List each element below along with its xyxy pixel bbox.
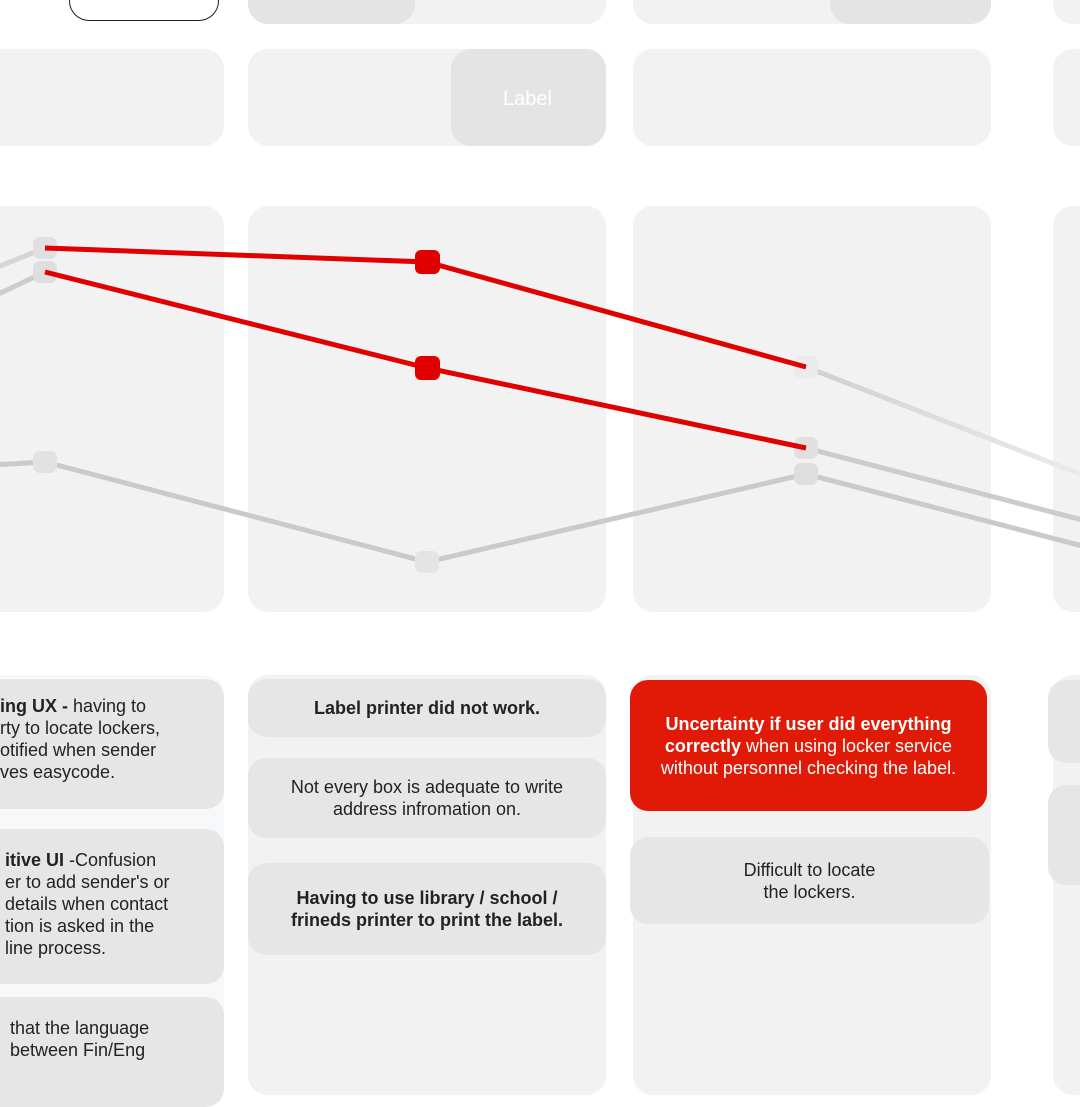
- pain-card-label-printer-text: Label printer did not work.: [313, 698, 540, 718]
- pain-card-ui: itive UI -Confusion er to add sender's or details when contact tion is asked in the line process.: [0, 829, 224, 984]
- pain-card-label-printer: [248, 679, 606, 737]
- pain-card-col4-2: [1048, 785, 1080, 885]
- grey-line-5: [806, 367, 1080, 478]
- pain-card-ux: ing UX - having to rty to locate lockers, otified when sender ves easycode.: [0, 679, 224, 809]
- pain-card-printer: [248, 863, 606, 955]
- pain-card-uncertainty-text: when using locker service without personnel checking the label.: [660, 735, 957, 778]
- pain-card-box: [248, 758, 606, 838]
- label-tag-text: Label: [503, 88, 552, 110]
- pain-card-locate: [630, 837, 989, 924]
- pain-card-box-text: Not every box is adequate to write address infromation on.: [290, 777, 564, 819]
- red-marker: [415, 356, 440, 380]
- pain-card-uncertainty-bold: Uncertainty if user did everything correctly: [664, 713, 952, 756]
- pain-card-language: that the language between Fin/Eng: [0, 997, 224, 1107]
- red-marker: [415, 250, 440, 274]
- pain-card-col4-1: [1048, 680, 1080, 763]
- pain-card-printer-text: Having to use library / school / frineds printer to print the label.: [290, 888, 564, 930]
- grey-marker: [33, 451, 57, 473]
- grey-marker: [415, 551, 439, 573]
- grey-marker: [794, 463, 818, 485]
- pain-card-locate-text: Difficult to locate the lockers.: [743, 859, 876, 902]
- pain-card-uncertainty: [630, 680, 987, 811]
